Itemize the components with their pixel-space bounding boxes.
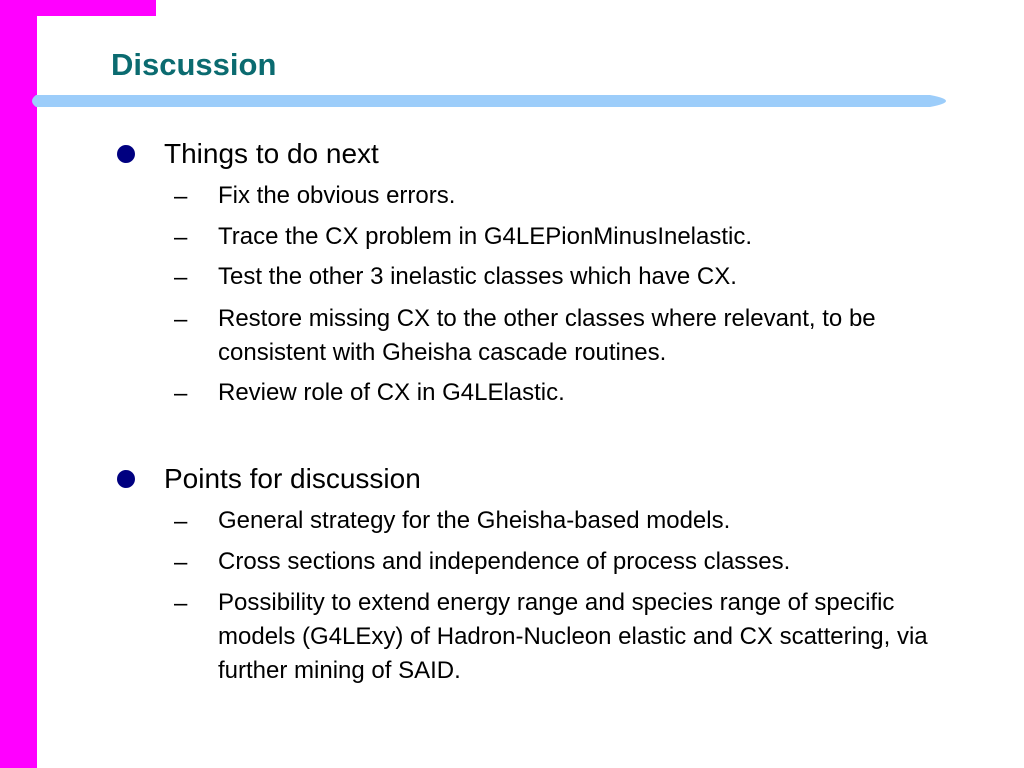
dash-marker: – xyxy=(174,508,188,535)
bullet-dot xyxy=(117,145,135,163)
slide-title: Discussion xyxy=(111,47,277,82)
list-item: Possibility to extend energy range and species range of specific models (G4LExy) of Hadron-Nucleon elastic and CX scattering, via further mining of SAID. xyxy=(218,589,928,684)
dash-marker: – xyxy=(174,549,188,576)
list-item: Cross sections and independence of process classes. xyxy=(218,548,791,575)
dash-marker: – xyxy=(174,306,188,333)
list-item: Review role of CX in G4LElastic. xyxy=(218,379,565,406)
section-heading: Points for discussion xyxy=(164,463,421,494)
section-heading: Things to do next xyxy=(164,138,379,169)
list-item: Trace the CX problem in G4LEPionMinusInelastic. xyxy=(218,223,753,250)
dash-marker: – xyxy=(174,590,188,617)
list-item: Fix the obvious errors. xyxy=(218,182,456,209)
list-item: General strategy for the Gheisha-based models. xyxy=(218,507,731,534)
bullet-dot xyxy=(117,470,135,488)
list-item: Test the other 3 inelastic classes which have CX. xyxy=(218,263,737,290)
dash-marker: – xyxy=(174,183,188,210)
dash-marker: – xyxy=(174,224,188,251)
list-item: Restore missing CX to the other classes where relevant, to be consistent with Gheisha cascade routines. xyxy=(218,305,876,366)
dash-marker: – xyxy=(174,380,188,407)
dash-marker: – xyxy=(174,264,188,291)
